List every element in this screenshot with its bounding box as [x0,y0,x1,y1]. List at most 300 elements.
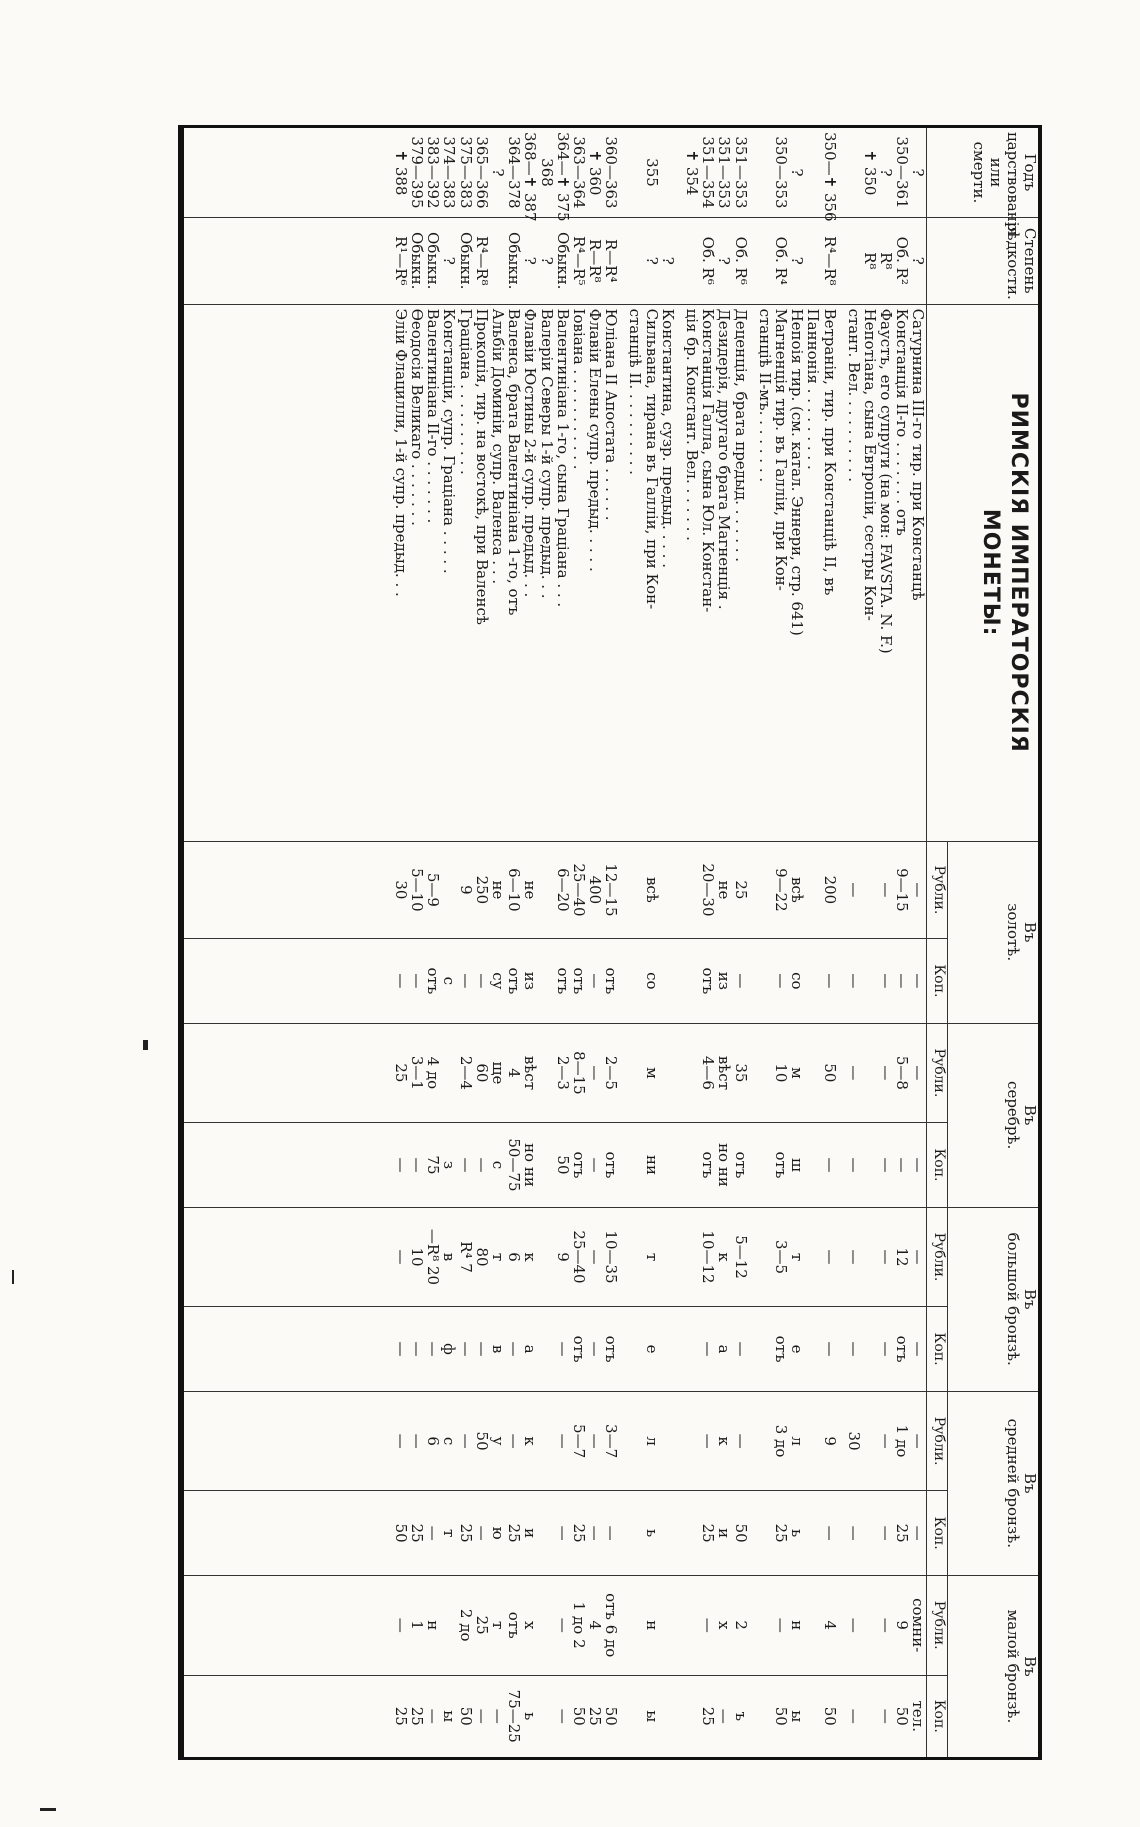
coin-name-line: Валенса, брата Валентиніана 1-го, отъ [505,308,524,616]
small-bronze-rub-cell: отъ [505,1611,524,1639]
small-bronze-kop-cell: ы [440,1710,459,1723]
rarity-line [757,222,773,300]
mid-bronze-rub-cell [757,1396,773,1487]
big-bronze-rub-cell: — [877,1249,896,1265]
small-bronze-kop-cell: 50 [893,1706,912,1726]
gold-rub-cell: не [521,880,540,900]
silver-rub-cell: — [909,1065,928,1081]
coin-name-line: Непотіана, сына Евтропіи, сестры Кон- [860,308,879,621]
silver-rub-cell: — [877,1065,896,1081]
mid-bronze-kop-cell: — [553,1525,572,1541]
rarity-line: R⁸ [877,252,896,270]
big-bronze-rub-cell [660,1212,676,1303]
rarity-line: R⁸ [860,252,879,270]
rarity-line: Обыкн. [456,232,475,290]
silver-rub-cell: 8—15 [569,1051,588,1095]
mid-bronze-rub-cell: л [642,1436,661,1446]
mid-bronze-kop-cell: 25 [893,1523,912,1543]
mid-bronze-rub-cell [684,1396,700,1487]
silver-rub-cell: 5—8 [893,1055,912,1090]
gold-rub-cell: 25 [731,880,750,900]
big-bronze-kop-cell: е [788,1344,807,1354]
big-bronze-kop-cell: — [699,1341,718,1357]
sub-kop: Коп. [927,1307,948,1391]
small-bronze-kop-cell: 25 [699,1706,718,1726]
mid-bronze-rub-cell: 6 [424,1436,443,1446]
big-bronze-kop-cell: — [391,1341,410,1357]
rarity-line: Об. R⁴ [772,236,790,285]
mid-bronze-kop-cell: — [909,1525,928,1541]
mid-bronze-kop-cell: 25 [569,1523,588,1543]
year-line: ✝ 388 [391,149,410,196]
big-bronze-kop-cell [627,1311,643,1386]
year-line: ✝ 360 [586,149,605,196]
mid-bronze-rub-cell [538,1396,554,1487]
small-bronze-kop-cell: 75—25 [505,1689,524,1743]
gold-rub-cell: 9—22 [772,868,790,912]
coin-name-line: Магненція тир. въ Галліи, при Кон- [772,308,790,591]
gold-rub-cell: 400 [586,875,605,905]
gold-rub-cell: 6—20 [553,868,572,912]
gold-kop-cell [805,943,821,1018]
header-mid-bronze-line: средней бронзѣ. [1004,1418,1022,1549]
big-bronze-rub-cell: к [521,1252,540,1262]
small-bronze-rub-cell: 25 [472,1615,491,1635]
big-bronze-rub-cell [627,1212,643,1303]
year-line [846,132,862,213]
mid-bronze-rub-cell: — [456,1433,475,1449]
silver-rub-cell [660,1028,676,1119]
year-line: 365—366 [472,136,491,209]
small-bronze-kop-cell: 50 [569,1706,588,1726]
big-bronze-rub-cell: к [715,1252,734,1262]
mid-bronze-kop-cell: 25 [505,1523,524,1543]
rotated-table-frame [178,125,1042,1760]
mid-bronze-rub-cell: 9 [820,1436,839,1446]
year-line: 383—392 [424,136,443,209]
rarity-line [490,222,506,300]
big-bronze-kop-cell [684,1311,700,1386]
gold-kop-cell: — [877,973,896,989]
small-bronze-kop-cell: 25 [408,1706,427,1726]
gold-rub-cell [441,846,457,934]
rarity-line: ? [909,256,928,265]
small-bronze-kop-cell [660,1680,676,1754]
mid-bronze-kop-cell: 50 [731,1523,750,1543]
year-line: ? [877,168,896,177]
rarity-line: ? [788,256,807,265]
gold-kop-cell: отъ [424,967,443,995]
rarity-line: R⁴—R⁸ [820,235,839,286]
silver-kop-cell: но ни [521,1143,540,1187]
big-bronze-rub-cell [538,1212,554,1303]
big-bronze-rub-cell: т [489,1252,507,1262]
gold-rub-cell [660,846,676,934]
year-line: 360—363 [602,136,621,209]
small-bronze-rub-cell: отъ 6 до [602,1593,621,1658]
coin-name-line: Констанціи, супр. Граціана . . . . . [440,308,459,574]
silver-kop-cell [862,1127,878,1202]
gold-kop-cell: — [456,973,475,989]
mid-bronze-kop-cell: 25 [772,1523,790,1543]
gold-rub-cell: 25—40 [569,863,588,917]
silver-rub-cell: — [844,1065,863,1081]
silver-kop-cell: ни [642,1154,661,1175]
gold-kop-cell: с [440,976,459,986]
big-bronze-kop-cell: — [586,1341,605,1357]
year-line [627,132,643,213]
year-line: 368—✝ 387 [521,132,540,222]
small-bronze-rub-cell: х [715,1620,734,1630]
coin-name-line: стант. Вел. . . . . . . . . . [844,308,863,483]
silver-rub-cell [538,1028,554,1119]
year-line: 375—383 [456,136,475,209]
header-gold-line: Въ [1021,921,1039,943]
silver-kop-cell: но ни [715,1143,734,1187]
gold-kop-cell: со [642,972,661,990]
mid-bronze-rub-cell: 3—7 [602,1424,621,1459]
rarity-line: R⁴—R⁵ [569,235,588,286]
mid-bronze-rub-cell: — [505,1433,524,1449]
header-big-bronze [948,1207,1040,1391]
rarity-line: R—R⁸ [586,238,605,283]
small-bronze-kop-cell [684,1680,700,1754]
col-small-bronze-kop [181,1675,927,1759]
rarity-line: R¹—R⁶ [391,235,410,286]
gold-kop-cell: — [408,973,427,989]
big-bronze-rub-cell: 10—35 [602,1230,621,1284]
small-bronze-rub-cell: — [844,1617,863,1633]
big-bronze-rub-cell [757,1212,773,1303]
year-line: 355 [642,158,661,187]
silver-kop-cell: отъ [569,1151,588,1179]
gold-kop-cell: — [909,973,928,989]
silver-kop-cell: 50—75 [505,1138,524,1192]
silver-rub-cell: 25 [391,1063,410,1083]
small-bronze-kop-cell: — [553,1708,572,1724]
rarity-line: Обыкн. [553,232,572,290]
small-bronze-kop-cell: ь [521,1712,540,1721]
big-bronze-kop-cell: — [731,1341,750,1357]
small-bronze-rub-cell: — [391,1617,410,1633]
silver-kop-cell: — [820,1157,839,1173]
silver-rub-cell: ще [489,1061,507,1085]
silver-kop-cell [538,1127,554,1202]
coin-name-line: Констанція II-го . . . . . . . отъ [893,308,912,536]
small-bronze-rub-cell: н [642,1620,661,1631]
mid-bronze-kop-cell: 25 [699,1523,718,1543]
big-bronze-kop-cell: отъ [893,1335,912,1363]
mid-bronze-rub-cell: — [408,1433,427,1449]
small-bronze-kop-cell: 50 [602,1706,621,1726]
big-bronze-kop-cell: отъ [772,1335,790,1363]
coin-name-line: Деценція, брата предыд. . . . . . . [731,308,750,563]
big-bronze-kop-cell: — [909,1341,928,1357]
small-bronze-rub-cell: х [521,1620,540,1630]
coin-name-line: Ветраніи, тир. при Констанціѣ II, въ [820,308,839,596]
big-bronze-kop-cell: — [844,1341,863,1357]
silver-rub-cell: 2—4 [456,1055,475,1090]
small-bronze-kop-cell: — [877,1708,896,1724]
year-line [757,132,773,213]
mid-bronze-kop-cell: ь [788,1529,807,1538]
mid-bronze-kop-cell: — [877,1525,896,1541]
small-bronze-rub-cell [805,1580,821,1671]
coin-name-line: Дезидерія, другаго брата Магненція . [715,308,734,610]
header-gold [948,841,1040,1023]
coin-name-line: Юліана II Апостата . . . . . . [602,308,621,521]
small-bronze-rub-cell: т [489,1621,507,1630]
gold-kop-cell: со [788,972,807,990]
header-small-bronze-line: малой бронзѣ. [1004,1609,1022,1724]
big-bronze-rub-cell: 10 [408,1247,427,1267]
header-rarity [927,217,1040,304]
big-bronze-kop-cell: — [505,1341,524,1357]
big-bronze-rub-cell: — [909,1249,928,1265]
year-line [805,132,821,213]
col-year [181,127,928,222]
mid-bronze-rub-cell [805,1396,821,1487]
silver-rub-cell: 10 [772,1063,790,1083]
mid-bronze-kop-cell [660,1495,676,1570]
mid-bronze-kop-cell: — [424,1525,443,1541]
rarity-line [805,222,821,300]
title-line-2: МОНЕТЫ: [978,508,1003,637]
col-gold-kop [181,939,927,1023]
gold-kop-cell: — [472,973,491,989]
rarity-line [627,222,643,300]
gold-rub-cell: 9—15 [893,868,912,912]
col-mid-bronze-rub [181,1391,927,1491]
big-bronze-rub-cell: 3—5 [772,1239,790,1275]
small-bronze-kop-cell: — [472,1708,491,1724]
coin-name-line: Фаустъ, его супруги (на мон: FAVSTA. N. F.) [877,308,896,654]
header-silver-line: Въ [1021,1104,1039,1126]
small-bronze-kop-cell: ъ [731,1711,750,1722]
big-bronze-kop-cell: отъ [602,1335,621,1363]
gold-rub-cell [627,846,643,934]
big-bronze-rub-cell: т [788,1252,807,1262]
coin-name-line: Іовіана . . . . . . . . . . . [569,308,588,470]
big-bronze-rub-cell: 25—40 [569,1230,588,1284]
coin-name-line: Флавіи Юстины 2-й супр. предыд. . . [521,308,540,598]
coin-price-table [178,125,1042,1760]
silver-rub-cell [757,1028,773,1119]
silver-kop-cell: — [893,1157,912,1173]
silver-rub-cell: м [788,1067,807,1079]
mid-bronze-rub-cell [862,1396,878,1487]
gold-rub-cell [538,846,554,934]
col-gold-rub [181,841,927,938]
silver-rub-cell [441,1028,457,1119]
title-line-1: РИМСКІЯ ИМПЕРАТОРСКІЯ [1006,392,1031,753]
silver-rub-cell: 35 [731,1063,750,1083]
coin-name-line: ція бр. Констант. Вел. . . . . . . [683,308,702,541]
silver-rub-cell: 4 до [424,1056,443,1090]
mid-bronze-kop-cell [627,1495,643,1570]
mid-bronze-kop-cell: ь [642,1529,661,1538]
gold-kop-cell [757,943,773,1018]
silver-kop-cell: з [440,1160,459,1170]
silver-rub-cell: 3—1 [408,1055,427,1090]
small-bronze-rub-cell [441,1580,457,1671]
gold-kop-cell [684,943,700,1018]
rarity-line: R—R⁴ [602,238,621,283]
mid-bronze-rub-cell: к [521,1436,540,1446]
year-line: 351—354 [699,136,718,209]
year-line: ? [489,168,507,177]
year-line: 363—364 [569,136,588,209]
mid-bronze-kop-cell [538,1495,554,1570]
mid-bronze-rub-cell [627,1396,643,1487]
big-bronze-kop-cell: — [877,1341,896,1357]
silver-kop-cell: 50 [553,1155,572,1175]
gold-rub-cell [684,846,700,934]
year-line: 364—378 [505,136,524,209]
big-bronze-kop-cell: — [820,1341,839,1357]
coin-name-line: Флавіи Елены супр. предыд. . . . . [586,308,605,572]
small-bronze-rub-cell: 4 [820,1620,839,1630]
col-small-bronze-rub [181,1575,927,1675]
sub-rub: Рубли. [927,841,948,938]
coin-name-line: Валентиніана II-го . . . . . . . [424,308,443,524]
coin-name-line: станціѣ II. . . . . . . . . . [626,308,645,475]
rarity-line: ? [715,256,734,265]
gold-rub-cell: 30 [391,880,410,900]
coin-name-line: Непоія тир. (см. катал. Эннери, стр. 641) [788,308,807,636]
gold-rub-cell: 9 [456,885,475,895]
mid-bronze-rub-cell: у [489,1436,507,1446]
big-bronze-rub-cell: 80 [472,1247,491,1267]
mid-bronze-kop-cell: т [440,1528,459,1538]
mid-bronze-rub-cell: л [788,1436,807,1446]
silver-rub-cell: м [642,1067,661,1079]
gold-kop-cell: — [731,973,750,989]
gold-kop-cell: отъ [699,967,718,995]
small-bronze-rub-cell: — [772,1617,790,1633]
silver-kop-cell: — [877,1157,896,1173]
header-gold-line: золотѣ. [1004,903,1022,962]
header-big-bronze-line: большой бронзѣ. [1004,1232,1022,1366]
big-bronze-rub-cell: 9 [553,1252,572,1262]
gold-rub-cell: — [909,882,928,898]
big-bronze-rub-cell: 10—12 [699,1230,718,1284]
silver-rub-cell [805,1028,821,1119]
coin-name-line: Сильвана, тирана въ Галліи, при Кон- [642,308,661,610]
mid-bronze-kop-cell: — [820,1525,839,1541]
big-bronze-kop-cell: — [553,1341,572,1357]
mid-bronze-rub-cell: 30 [844,1431,863,1451]
silver-kop-cell: — [909,1157,928,1173]
silver-rub-cell: — [586,1065,605,1081]
gold-kop-cell: — [820,973,839,989]
rarity-line [846,222,862,300]
header-small-bronze-line: Въ [1021,1656,1039,1677]
header-year-line: или [987,157,1005,188]
mid-bronze-kop-cell [684,1495,700,1570]
silver-rub-cell [862,1028,878,1119]
silver-rub-cell [627,1028,643,1119]
coin-name-line: станціѣ II-мъ. . . . . . . . [755,308,774,483]
mid-bronze-rub-cell: 1 до [893,1424,912,1458]
header-mid-bronze [948,1391,1040,1575]
sub-rub: Рубли. [927,1391,948,1491]
big-bronze-rub-cell: — [391,1249,410,1265]
rarity-line: Обыкн. [408,232,427,290]
coin-name-line: Константина, сузр. предыд. . . . . [658,308,677,568]
gold-rub-cell: 200 [820,875,839,905]
small-bronze-kop-cell: 50 [820,1706,839,1726]
silver-kop-cell: с [489,1160,507,1170]
gold-rub-cell [862,846,878,934]
mid-bronze-kop-cell: 25 [408,1523,427,1543]
small-bronze-kop-cell: — [489,1708,507,1724]
big-bronze-kop-cell: а [715,1344,734,1354]
gold-kop-cell: су [489,972,507,990]
small-bronze-rub-cell [538,1580,554,1671]
year-line [660,132,676,213]
silver-kop-cell: отъ [602,1151,621,1179]
small-bronze-kop-cell [627,1680,643,1754]
gold-rub-cell: не [489,880,507,900]
coin-name-line: Паннонія . . . . . . . . . [804,308,823,470]
year-line: 374—383 [440,136,459,209]
silver-rub-cell: 50 [820,1063,839,1083]
header-silver-line: серебрѣ. [1004,1081,1022,1150]
small-bronze-rub-cell [660,1580,676,1671]
header-year-line: царствованія [1004,132,1022,237]
small-bronze-kop-cell [862,1680,878,1754]
gold-rub-cell: 12—15 [602,863,621,917]
silver-kop-cell: отъ [699,1151,718,1179]
coin-name-line: Ѳеодосія Великаго . . . . . . . [408,308,427,526]
year-line: ? [909,168,928,177]
gold-rub-cell: 250 [472,875,491,905]
mid-bronze-rub-cell: 3 до [772,1424,790,1458]
gold-kop-cell: отъ [553,967,572,995]
mid-bronze-rub-cell: — [877,1433,896,1449]
silver-kop-cell: отъ [772,1151,790,1179]
mid-bronze-kop-cell: и [715,1528,734,1539]
header-year-line: Годъ [1021,153,1039,192]
mid-bronze-kop-cell: — [472,1525,491,1541]
small-bronze-rub-cell [627,1580,643,1671]
small-bronze-rub-cell: 2 [731,1620,750,1630]
big-bronze-kop-cell: ф [440,1343,459,1355]
small-bronze-kop-cell [757,1680,773,1754]
small-bronze-kop-cell: ы [642,1710,661,1723]
big-bronze-rub-cell: — [844,1249,863,1265]
year-line: 350—361 [893,136,912,209]
coin-name-line: Валентиніана 1-го, сына Граціана . . . [553,308,572,608]
small-bronze-rub-cell: — [553,1617,572,1633]
big-bronze-kop-cell: отъ [569,1335,588,1363]
small-bronze-kop-cell: 25 [391,1706,410,1726]
gold-rub-cell: 6—10 [505,868,524,912]
big-bronze-rub-cell: т [642,1252,661,1262]
sub-kop: Коп. [927,1675,948,1759]
mid-bronze-kop-cell: и [521,1528,540,1539]
big-bronze-rub-cell: 6 [505,1252,524,1262]
gold-rub-cell [757,846,773,934]
big-bronze-kop-cell [805,1311,821,1386]
big-bronze-rub-cell: 12 [893,1247,912,1267]
gold-kop-cell: — [586,973,605,989]
big-bronze-kop-cell: а [521,1344,540,1354]
big-bronze-rub-cell: — [820,1249,839,1265]
gold-kop-cell: — [391,973,410,989]
mid-bronze-rub-cell: — [699,1433,718,1449]
